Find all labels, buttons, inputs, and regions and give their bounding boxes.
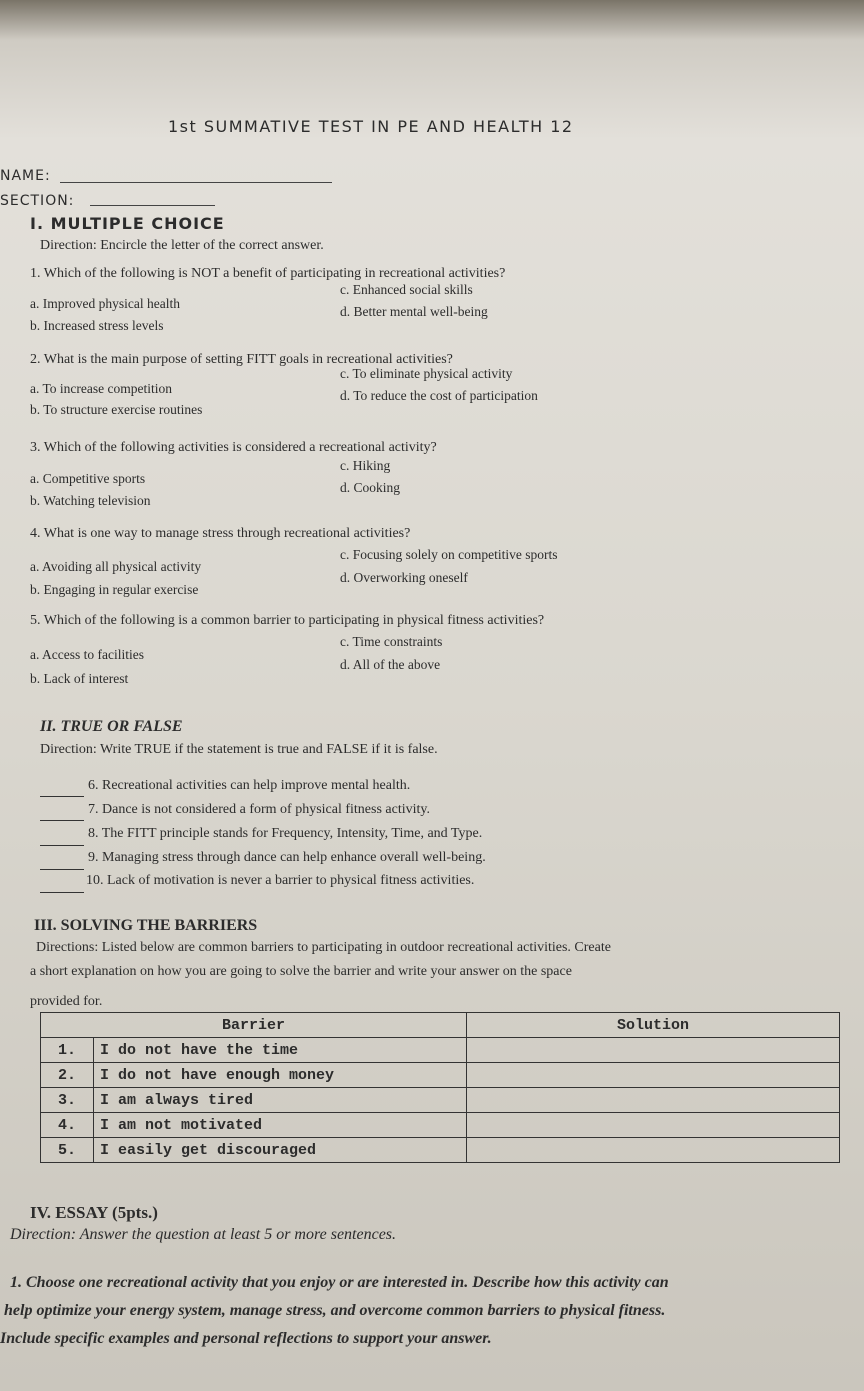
answer-blank-6[interactable] — [40, 796, 84, 797]
barrier-cell: I do not have the time — [94, 1038, 467, 1063]
q5-option-a: a. Access to facilities — [30, 647, 144, 662]
part3-direction-line-2: a short explanation on how you are going to solve the barrier and write your answer on the space — [30, 964, 572, 979]
barrier-cell: I easily get discouraged — [94, 1138, 467, 1163]
barrier-cell: I do not have enough money — [94, 1063, 467, 1088]
q1-option-b: b. Increased stress levels — [30, 318, 164, 333]
answer-blank-7[interactable] — [40, 820, 84, 821]
part3-heading: III. SOLVING THE BARRIERS — [34, 917, 258, 934]
q4-option-d: d. Overworking oneself — [340, 570, 468, 585]
part4-heading: IV. ESSAY (5pts.) — [30, 1203, 158, 1222]
q3-option-b: b. Watching television — [30, 493, 151, 508]
tf-item-7: 7. Dance is not considered a form of physical fitness activity. — [88, 802, 430, 817]
q4-option-b: b. Engaging in regular exercise — [30, 582, 199, 597]
page-title: 1st SUMMATIVE TEST IN PE AND HEALTH 12 — [168, 117, 574, 136]
essay-question-line-1: 1. Choose one recreational activity that you enjoy or are interested in. Describe how this activity can — [10, 1274, 669, 1291]
name-label: NAME: — [0, 168, 51, 184]
answer-blank-8[interactable] — [40, 845, 84, 846]
row-number: 5. — [41, 1138, 94, 1163]
q5-option-b: b. Lack of interest — [30, 671, 129, 686]
question-5: 5. Which of the following is a common barrier to participating in physical fitness activities? — [30, 613, 545, 628]
q3-option-a: a. Competitive sports — [30, 471, 146, 486]
part2-heading: II. TRUE OR FALSE — [40, 718, 183, 735]
part2-direction: Direction: Write TRUE if the statement is true and FALSE if it is false. — [40, 742, 438, 757]
tf-item-6: 6. Recreational activities can help improve mental health. — [88, 778, 411, 793]
table-row — [41, 1063, 840, 1088]
section-blank-line — [90, 205, 215, 206]
tf-item-10: 10. Lack of motivation is never a barrier to physical fitness activities. — [86, 873, 475, 888]
solution-column-header: Solution — [467, 1013, 840, 1038]
q2-option-a: a. To increase competition — [30, 381, 173, 396]
row-number: 4. — [41, 1113, 94, 1138]
part4-direction: Direction: Answer the question at least 5 or more sentences. — [10, 1226, 397, 1243]
solution-cell[interactable] — [467, 1038, 840, 1063]
barriers-table — [40, 1012, 840, 1163]
q4-option-c: c. Focusing solely on competitive sports — [340, 547, 558, 562]
q2-option-d: d. To reduce the cost of participation — [340, 388, 538, 403]
part3-direction-line-3: provided for. — [30, 994, 103, 1009]
row-number: 2. — [41, 1063, 94, 1088]
essay-question-line-2: help optimize your energy system, manage stress, and overcome common barriers to physical fitness. — [4, 1302, 666, 1319]
solution-cell[interactable] — [467, 1088, 840, 1113]
q3-option-c: c. Hiking — [340, 458, 391, 473]
question-4: 4. What is one way to manage stress through recreational activities? — [30, 526, 411, 541]
q1-option-a: a. Improved physical health — [30, 296, 180, 311]
answer-blank-10[interactable] — [40, 892, 84, 893]
q5-option-d: d. All of the above — [340, 657, 441, 672]
table-row — [41, 1113, 840, 1138]
row-number: 3. — [41, 1088, 94, 1113]
part3-direction-line-1: Directions: Listed below are common barriers to participating in outdoor recreational activities. Create — [36, 940, 611, 955]
q1-option-c: c. Enhanced social skills — [340, 282, 473, 297]
barrier-column-header: Barrier — [41, 1013, 467, 1038]
question-3: 3. Which of the following activities is considered a recreational activity? — [30, 440, 437, 455]
question-2: 2. What is the main purpose of setting FITT goals in recreational activities? — [30, 352, 453, 367]
table-header-row — [41, 1013, 840, 1038]
barrier-cell: I am not motivated — [94, 1113, 467, 1138]
name-blank-line — [60, 182, 332, 183]
tf-item-9: 9. Managing stress through dance can help enhance overall well-being. — [88, 850, 486, 865]
q5-option-c: c. Time constraints — [340, 634, 443, 649]
section-label: SECTION: — [0, 193, 75, 209]
answer-blank-9[interactable] — [40, 869, 84, 870]
q1-option-d: d. Better mental well-being — [340, 304, 488, 319]
solution-cell[interactable] — [467, 1063, 840, 1088]
table-row — [41, 1038, 840, 1063]
part1-direction: Direction: Encircle the letter of the correct answer. — [40, 238, 324, 253]
q4-option-a: a. Avoiding all physical activity — [30, 559, 202, 574]
q2-option-c: c. To eliminate physical activity — [340, 366, 513, 381]
table-row — [41, 1138, 840, 1163]
q3-option-d: d. Cooking — [340, 480, 401, 495]
solution-cell[interactable] — [467, 1113, 840, 1138]
solution-cell[interactable] — [467, 1138, 840, 1163]
q2-option-b: b. To structure exercise routines — [30, 402, 203, 417]
part1-heading: I. MULTIPLE CHOICE — [30, 214, 225, 233]
question-1: 1. Which of the following is NOT a benefit of participating in recreational activities? — [30, 266, 506, 281]
essay-question-line-3: Include specific examples and personal reflections to support your answer. — [0, 1330, 492, 1347]
row-number: 1. — [41, 1038, 94, 1063]
tf-item-8: 8. The FITT principle stands for Frequency, Intensity, Time, and Type. — [88, 826, 483, 841]
barrier-cell: I am always tired — [94, 1088, 467, 1113]
table-row — [41, 1088, 840, 1113]
